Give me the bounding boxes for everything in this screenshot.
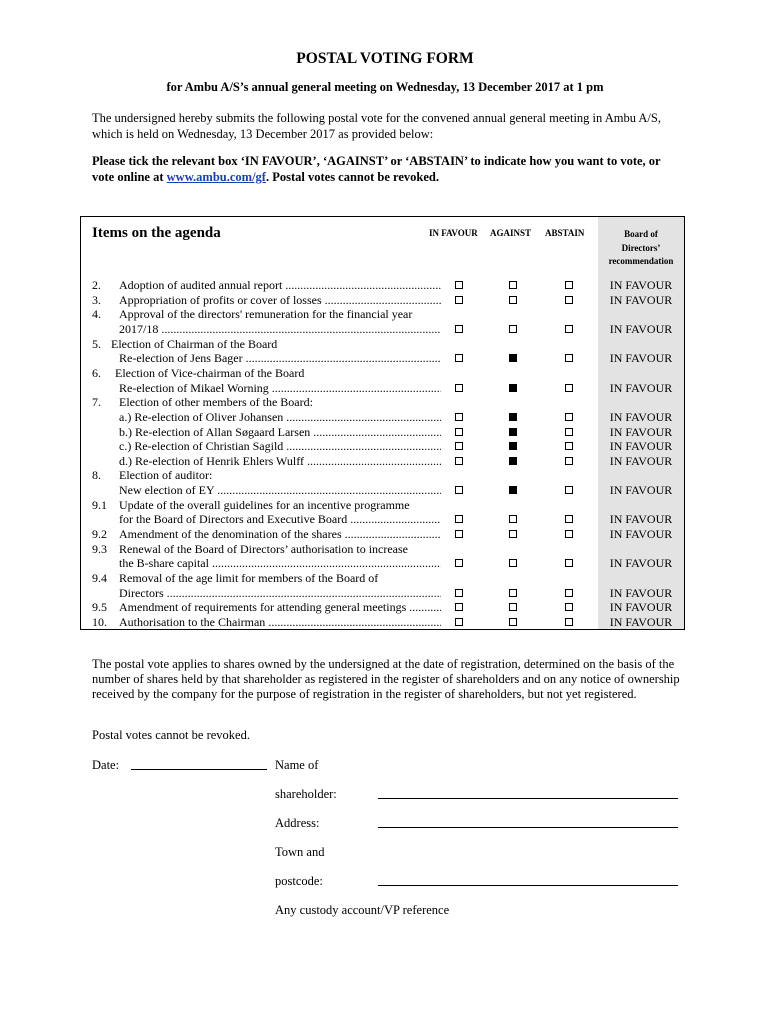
agenda-item-text: Approval of the directors' remuneration for the financial year [119,307,413,322]
favour-checkbox[interactable] [455,515,463,523]
agenda-row [0,586,770,601]
online-voting-link[interactable]: www.ambu.com/gf [166,170,266,184]
board-recommendation: IN FAVOUR [609,556,673,571]
agenda-row [0,439,770,454]
favour-checkbox[interactable] [455,325,463,333]
agenda-row [0,410,770,425]
agenda-item-number: 6. [92,365,101,380]
board-header-line: Board of [624,229,658,239]
favour-checkbox[interactable] [455,618,463,626]
agenda-row [0,468,770,483]
abstain-checkbox[interactable] [565,428,573,436]
custody-label: Any custody account/VP reference [275,903,450,917]
agenda-item-number: 7. [92,395,101,410]
agenda-item-number: 9.1 [92,497,107,512]
agenda-row [0,381,770,396]
abstain-checkbox[interactable] [565,325,573,333]
against-checkbox[interactable] [509,442,517,450]
agenda-item-text: Update of the overall guidelines for an incentive programme [119,497,410,512]
agenda-item-text: Election of other members of the Board: [119,395,313,410]
favour-checkbox[interactable] [455,442,463,450]
favour-checkbox[interactable] [455,281,463,289]
favour-checkbox[interactable] [455,559,463,567]
agenda-row [0,307,770,322]
against-checkbox[interactable] [509,559,517,567]
abstain-checkbox[interactable] [565,384,573,392]
favour-checkbox[interactable] [455,428,463,436]
agenda-item-number: 4. [92,307,101,322]
against-checkbox[interactable] [509,296,517,304]
against-checkbox[interactable] [509,354,517,362]
abstain-checkbox[interactable] [565,559,573,567]
board-recommendation: IN FAVOUR [609,483,673,498]
board-recommendation: IN FAVOUR [609,453,673,468]
agenda-row [0,556,770,571]
shareholder-label: shareholder: [275,787,337,801]
against-checkbox[interactable] [509,384,517,392]
favour-checkbox[interactable] [455,384,463,392]
agenda-row [0,542,770,557]
agenda-row [0,366,770,381]
against-checkbox[interactable] [509,618,517,626]
postcode-label: postcode: [275,874,323,888]
agenda-row [0,278,770,293]
agenda-item-text: Re-election of Mikael Worning ..... [119,381,441,396]
agenda-item-text: Election of auditor: [119,468,213,483]
agenda-item-text: Re-election of Jens Bager ..... [119,351,441,366]
postal-vote-note: The postal vote applies to shares owned by the undersigned at the date of registration, determined on the basis of the number of shares held by that shareholder as registered in the register of shareholders and on any notice of ownership received by the company for the purpose of registration in the register of shareholders, but not yet registered. [92,657,680,701]
agenda-item-number: 9.4 [92,571,107,585]
agenda-row [0,395,770,410]
agenda-item-text: d.) Re-election of Henrik Ehlers Wulff ..... [119,454,441,469]
agenda-row [0,483,770,498]
agenda-item-text: Renewal of the Board of Directors’ authorisation to increase [119,541,409,556]
col-header-favour: IN FAVOUR [429,228,478,238]
board-header-line: recommendation [608,256,674,266]
favour-checkbox[interactable] [455,457,463,465]
instruction-text: Please tick the relevant box ‘IN FAVOUR’, ‘AGAINST’ or ‘ABSTAIN’ to indicate how you want to vote, or vote online at [92,154,661,184]
agenda-row [0,351,770,366]
agenda-item-number: 10. [92,614,107,629]
against-checkbox[interactable] [509,603,517,611]
agenda-row [0,571,770,586]
shareholder-input-line[interactable] [378,798,678,799]
against-checkbox[interactable] [509,325,517,333]
address-input-line[interactable] [378,827,678,828]
agenda-row [0,512,770,527]
form-subtitle: for Ambu A/S’s annual general meeting on Wednesday, 13 December 2017 at 1 pm [166,80,604,94]
against-checkbox[interactable] [509,530,517,538]
agenda-item-text: Amendment of requirements for attending general meetings ..... [119,600,441,615]
agenda-row [0,527,770,542]
agenda-row [0,293,770,308]
board-recommendation: IN FAVOUR [609,585,673,600]
agenda-item-text: 2017/18 ..... [119,322,441,337]
board-recommendation: IN FAVOUR [609,600,673,615]
abstain-checkbox[interactable] [565,486,573,494]
agenda-item-text: Election of Chairman of the Board [111,336,278,351]
agenda-item-text: b.) Re-election of Allan Søgaard Larsen ..... [119,425,441,440]
agenda-item-text: Adoption of audited annual report ..... [119,278,441,293]
board-recommendation: IN FAVOUR [609,409,673,424]
abstain-checkbox[interactable] [565,354,573,362]
agenda-item-text: Amendment of the denomination of the shares ..... [119,527,441,542]
agenda-row [0,425,770,440]
date-input-line[interactable] [131,769,267,770]
form-title: POSTAL VOTING FORM [296,50,474,67]
favour-checkbox[interactable] [455,296,463,304]
abstain-checkbox[interactable] [565,296,573,304]
col-header-abstain: ABSTAIN [545,228,585,238]
abstain-checkbox[interactable] [565,603,573,611]
favour-checkbox[interactable] [455,354,463,362]
agenda-row [0,337,770,352]
against-checkbox[interactable] [509,589,517,597]
favour-checkbox[interactable] [455,603,463,611]
board-recommendation: IN FAVOUR [609,512,673,527]
favour-checkbox[interactable] [455,589,463,597]
agenda-row [0,600,770,615]
board-header-line: Directors’ [621,242,661,253]
abstain-checkbox[interactable] [565,589,573,597]
agenda-item-number: 5. [92,336,101,351]
board-recommendation: IN FAVOUR [609,424,673,439]
abstain-checkbox[interactable] [565,413,573,421]
against-checkbox[interactable] [509,281,517,289]
col-header-board [598,228,684,269]
date-label: Date: [92,758,120,772]
agenda-item-text: Authorisation to the Chairman ..... [119,615,441,630]
board-recommendation: IN FAVOUR [609,614,673,629]
agenda-row [0,498,770,513]
abstain-checkbox[interactable] [565,618,573,626]
agenda-item-number: 8. [92,468,101,483]
agenda-item-number: 9.3 [92,541,107,556]
abstain-checkbox[interactable] [565,515,573,523]
agenda-item-text: Election of Vice-chairman of the Board [115,365,305,380]
instruction-paragraph [92,153,682,185]
agenda-row [0,454,770,469]
revoke-note: Postal votes cannot be revoked. [92,728,250,742]
favour-checkbox[interactable] [455,486,463,494]
instruction-text-end: . Postal votes cannot be revoked. [265,170,439,184]
agenda-item-text: the B-share capital ..... [119,556,441,571]
favour-checkbox[interactable] [455,530,463,538]
col-header-against: AGAINST [490,228,532,238]
against-checkbox[interactable] [509,486,517,494]
agenda-item-text: Removal of the age limit for members of the Board of [119,571,379,585]
agenda-item-number: 3. [92,292,101,307]
intro-paragraph: The undersigned hereby submits the following postal vote for the convened annual general meeting in Ambu A/S, which is held on Wednesday, 13 December 2017 as provided below: [92,111,661,141]
board-recommendation: IN FAVOUR [609,278,673,292]
abstain-checkbox[interactable] [565,530,573,538]
abstain-checkbox[interactable] [565,442,573,450]
agenda-item-text: New election of EY ..... [119,483,441,498]
board-recommendation: IN FAVOUR [609,527,673,542]
board-recommendation: IN FAVOUR [609,321,673,336]
board-recommendation: IN FAVOUR [609,292,673,307]
against-checkbox[interactable] [509,515,517,523]
agenda-row [0,615,770,630]
against-checkbox[interactable] [509,457,517,465]
agenda-item-text: Directors ..... [119,586,441,601]
agenda-item-text: for the Board of Directors and Executive Board ..... [119,512,441,527]
agenda-item-text: Appropriation of profits or cover of losses ..... [119,293,441,308]
agenda-heading: Items on the agenda [92,225,221,241]
favour-checkbox[interactable] [455,413,463,421]
address-label: Address: [275,816,320,830]
name-of-label: Name of [275,758,319,772]
agenda-item-number: 2. [92,278,101,292]
against-checkbox[interactable] [509,428,517,436]
abstain-checkbox[interactable] [565,457,573,465]
agenda-item-text: c.) Re-election of Christian Sagild ..... [119,439,441,454]
agenda-row [0,322,770,337]
board-recommendation: IN FAVOUR [609,380,673,395]
abstain-checkbox[interactable] [565,281,573,289]
agenda-item-text: a.) Re-election of Oliver Johansen ..... [119,410,441,425]
town-and-label: Town and [275,845,325,859]
against-checkbox[interactable] [509,413,517,421]
postcode-input-line[interactable] [378,885,678,886]
agenda-item-number: 9.2 [92,527,107,542]
board-recommendation: IN FAVOUR [609,351,673,366]
board-recommendation: IN FAVOUR [609,439,673,454]
agenda-item-number: 9.5 [92,600,107,615]
